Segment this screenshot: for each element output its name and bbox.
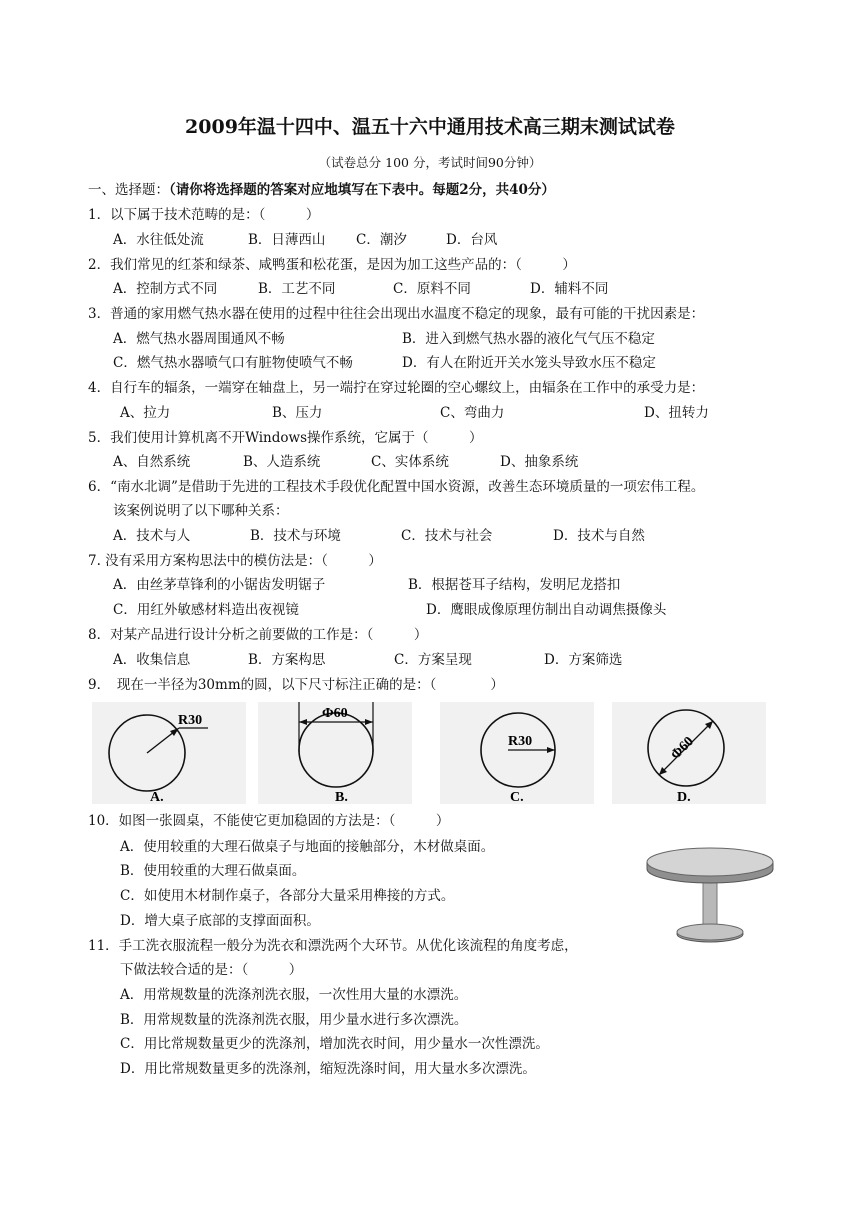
circle-dimension-b-diagram (258, 702, 412, 804)
dimension-label-d: Φ60 (668, 734, 697, 763)
circle-dimension-a-diagram (92, 702, 246, 804)
figure-label-a: A. (150, 790, 164, 804)
question-3-option-d: D．有人在附近开关水笼头导致水压不稳定 (402, 355, 656, 371)
figure-label-d: D. (677, 790, 691, 804)
section-heading (88, 181, 555, 199)
question-10-option-a: A．使用较重的大理石做桌子与地面的接触部分，木材做桌面。 (120, 839, 495, 855)
question-3-stem: 3．普通的家用燃气热水器在使用的过程中往往会出现出水温度不稳定的现象，最有可能的干扰因素是： (88, 306, 705, 322)
question-2-stem: 2．我们常见的红茶和绿茶、咸鸭蛋和松花蛋，是因为加工这些产品的：（ ） (88, 257, 576, 273)
question-6-option-c: C．技术与社会 (401, 528, 493, 544)
question-2-option-b: B．工艺不同 (258, 281, 336, 297)
figure-option-a (92, 702, 246, 804)
dimension-label-b: Φ60 (322, 706, 348, 721)
question-8-option-c: C．方案呈现 (394, 652, 472, 668)
question-6-option-a: A．技术与人 (113, 528, 191, 544)
question-7-option-c: C．用红外敏感材料造出夜视镜 (113, 602, 299, 618)
circle-dimension-c-diagram (440, 702, 594, 804)
question-11-option-b: B．用常规数量的洗涤剂洗衣服，用少量水进行多次漂洗。 (120, 1012, 468, 1028)
question-11-option-d: D．用比常规数量更多的洗涤剂，缩短洗涤时间，用大量水多次漂洗。 (120, 1061, 536, 1077)
question-7-option-b: B．根据苍耳子结构，发明尼龙搭扣 (408, 577, 621, 593)
figure-label-b: B. (335, 790, 348, 804)
question-11-option-a: A．用常规数量的洗涤剂洗衣服，一次性用大量的水漂洗。 (120, 987, 468, 1003)
figure-option-b (258, 702, 412, 804)
question-4-option-d: D、扭转力 (644, 405, 709, 421)
question-1-option-b: B．日薄西山 (248, 232, 326, 248)
question-5-stem: 5．我们使用计算机离不开Windows操作系统，它属于（ ） (88, 430, 483, 446)
question-6-stem-continued: 该案例说明了以下哪种关系： (113, 503, 289, 519)
question-8-option-d: D．方案筛选 (544, 652, 623, 668)
question-10-option-d: D．增大桌子底部的支撑面面积。 (120, 913, 320, 929)
question-2-option-d: D．辅料不同 (530, 281, 609, 297)
question-6-stem: 6．“南水北调”是借助于先进的工程技术手段优化配置中国水资源，改善生态环境质量的一项宏伟工程。 (88, 479, 705, 495)
question-10-option-c: C．如使用木材制作桌子，各部分大量采用榫接的方式。 (120, 888, 455, 904)
dimension-label-a: R30 (178, 713, 203, 728)
figure-option-c (440, 702, 594, 804)
question-2-option-c: C．原料不同 (393, 281, 471, 297)
question-7-option-d: D．鹰眼成像原理仿制出自动调焦摄像头 (426, 602, 667, 618)
question-8-option-a: A．收集信息 (113, 652, 191, 668)
question-1-stem: 1．以下属于技术范畴的是：（ ） (88, 207, 320, 223)
exam-title: 2009年温十四中、温五十六中通用技术高三期末测试试卷 (185, 116, 675, 138)
question-1-option-c: C．潮汐 (356, 232, 407, 248)
exam-subtitle: （试卷总分 100 分，考试时间90分钟） (318, 155, 542, 170)
question-3-option-c: C．燃气热水器喷气口有脏物使喷气不畅 (113, 355, 353, 371)
question-4-option-c: C、弯曲力 (440, 405, 505, 421)
question-3-option-b: B．进入到燃气热水器的液化气气压不稳定 (402, 331, 655, 347)
question-1-option-a: A．水往低处流 (113, 232, 204, 248)
question-11-stem: 11．手工洗衣服流程一般分为洗衣和漂洗两个大环节。从优化该流程的角度考虑， (88, 938, 578, 954)
figure-label-c: C. (510, 790, 524, 804)
section-prefix: 一、选择题： (88, 182, 169, 198)
question-4-option-a: A、拉力 (120, 405, 171, 421)
question-2-option-a: A．控制方式不同 (113, 281, 218, 297)
question-5-option-d: D、抽象系统 (500, 454, 579, 470)
question-7-stem: 7. 没有采用方案构思法中的模仿法是：（ ） (88, 553, 382, 569)
question-4-stem: 4．自行车的辐条，一端穿在轴盘上，另一端拧在穿过轮圈的空心螺纹上，由辐条在工作中的承受力是： (88, 380, 705, 396)
circle-dimension-d-diagram (612, 702, 766, 804)
question-10-option-b: B．使用较重的大理石做桌面。 (120, 863, 306, 879)
question-9-stem: 9． 现在一半径为30mm的圆，以下尺寸标注正确的是：（ ） (88, 677, 504, 693)
question-5-option-b: B、人造系统 (243, 454, 321, 470)
question-8-option-b: B．方案构思 (248, 652, 326, 668)
section-instruction: （请你将选择题的答案对应地填写在下表中。每题2分，共40分） (169, 182, 555, 198)
question-1-option-d: D．台风 (446, 232, 498, 248)
question-4-option-b: B、压力 (272, 405, 323, 421)
question-8-stem: 8．对某产品进行设计分析之前要做的工作是：（ ） (88, 627, 428, 643)
figure-option-d (612, 702, 766, 804)
question-6-option-b: B．技术与环境 (250, 528, 341, 544)
question-5-option-c: C、实体系统 (371, 454, 449, 470)
question-11-stem-continued: 下做法较合适的是：（ ） (120, 962, 303, 978)
dimension-label-c: R30 (508, 734, 533, 749)
question-3-option-a: A．燃气热水器周围通风不畅 (113, 331, 285, 347)
question-7-option-a: A．由丝茅草锋利的小锯齿发明锯子 (113, 577, 326, 593)
question-5-option-a: A、自然系统 (113, 454, 191, 470)
question-6-option-d: D．技术与自然 (553, 528, 645, 544)
question-11-option-c: C．用比常规数量更少的洗涤剂，增加洗衣时间，用少量水一次性漂洗。 (120, 1036, 549, 1052)
question-10-stem: 10．如图一张圆桌，不能使它更加稳固的方法是：（ ） (88, 813, 450, 829)
round-table-image (645, 842, 775, 954)
